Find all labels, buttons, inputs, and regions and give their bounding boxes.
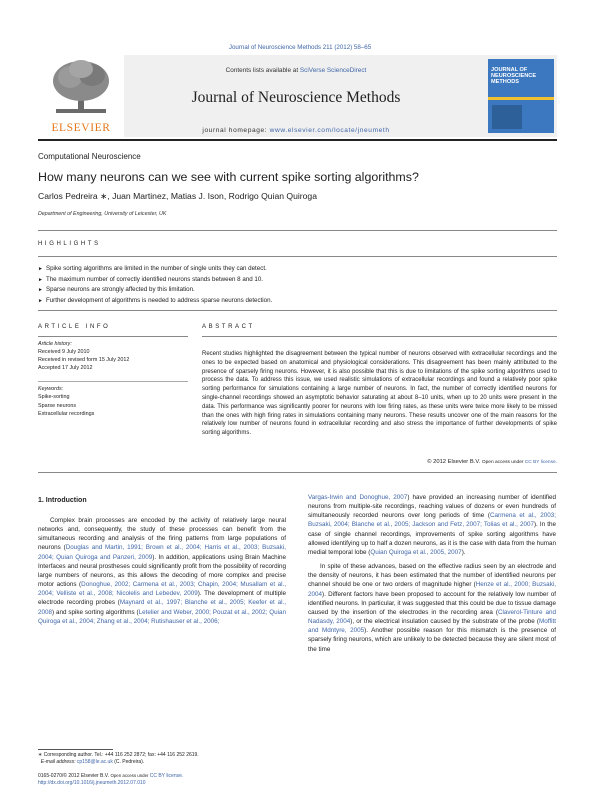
bottom-license-link[interactable]: CC BY license.	[149, 773, 184, 779]
keyword: Sparse neurons	[38, 402, 77, 409]
abstract-text: Recent studies highlighted the disagreement between the typical number of neurons observed with extracellular recordings and the ones to be expected based on anatomical and physiological considerations. This disagreement has been mainly attributed to the presence of sparsely firing neurons. However, it is also possible that this is due to limitations of the spike sorting algorithms used to process the data. To address this issue, we used realistic simulations of extracellular recordings and found a relatively poor spike sorting performance for simulations containing a large number of neurons. In fact, the number of correctly identified neurons for single-channel recordings showed an asymptotic behavior saturating at about 8–10 units, when up to 20 units were present in the data. This performance was significantly poorer for neurons with low firing rates, as these units were twice more likely to be missed than the ones with high firing rates in simulations containing many neurons. These results uncover one of the main reasons for the relatively low number of neurons found in extracellular recording and also stress the importance of further developments of spike sorting algorithms.	[202, 351, 557, 437]
issn-line: 0165-0270/© 2012 Elsevier B.V. Open access under CC BY license.	[38, 773, 184, 779]
reference-link[interactable]: Donoghue, 2002; Carmena et al., 2003; Chapin, 2004; Musallam et al., 2004; Velliste et al., 2008; Nicolelis and Lebedev, 2009	[38, 581, 286, 598]
section-label: Computational Neuroscience	[38, 152, 141, 161]
paragraph: Vargas-Irwin and Donoghue, 2007) have provided an increasing number of identified neurons from multiple-site recordings, reaching values of dozens or even hundreds of simultaneously recorded neurons over long periods of time (Carmena et al., 2003; Buzsaki, 2004; Blanche et al., 2005; Jackson and Fetz, 2007; Tolias et al., 2007). In the case of single channel recordings, improvements of spike sorting algorithms have allowed identifying up to half a dozen neurons, as it is the case with data from the human medial temporal lobe (Quian Quiroga et al., 2005, 2007).	[308, 494, 556, 556]
keyword: Extracellular recordings	[38, 410, 95, 417]
cc-by-license-link[interactable]: CC BY license.	[524, 460, 557, 465]
article-title: How many neurons can we see with current spike sorting algorithms?	[38, 170, 419, 184]
article-info-heading: ARTICLE INFO	[38, 324, 111, 330]
bullet-triangle-icon: ►	[38, 266, 43, 272]
journal-name[interactable]: Journal of Neuroscience Methods	[191, 89, 401, 106]
highlight-item: ► Sparse neurons are strongly affected by this limitation.	[38, 286, 195, 294]
reference-link[interactable]: Carmena et al., 2003; Buzsaki, 2004; Blanche et al., 2005; Jackson and Fetz, 2007; Tolias et al., 2007	[308, 512, 556, 529]
accepted-date: Accepted 17 July 2012	[38, 365, 93, 372]
bullet-triangle-icon: ►	[38, 276, 43, 283]
contents-line: Contents lists available at SciVerse ScienceDirect	[225, 67, 367, 74]
body-column-right	[308, 493, 556, 659]
history-label: Article history:	[38, 341, 72, 347]
author-email-link[interactable]: cp158@le.ac.uk	[76, 759, 113, 766]
highlights-under-rule	[38, 256, 557, 257]
paragraph: Complex brain processes are encoded by the activity of relatively large neural networks and, consequently, the study of these processes can benefit from the simultaneous recording and analysis of the firing patterns from large populations of neurons (Douglas and Martin, 1991; Brown et al., 2004; Harris et al., 2003; Buzsaki, 2004; Quian Quiroga and Panzeri, 2009). In addition, applications using Brain Machine Interfaces and neural prostheses could significantly profit from the possibility of recording large numbers of neurons, as this allows the decoding of more complex and precise motor actions (Donoghue, 2002; Carmena et al., 2003; Chapin, 2004; Musallam et al., 2004; Velliste et al., 2008; Nicolelis and Lebedev, 2009). The development of multiple electrode recording probes (Maynard et al., 1997; Blanche et al., 2005; Keefer et al., 2008) and spike sorting algorithms (Letelier and Weber, 2000; Pouzat et al., 2002; Quian Quiroga et al., 2004; Zhang et al., 2004; Rutishauser et al., 2006;	[38, 517, 287, 625]
reference-link[interactable]: Moffitt and Mdntyre, 2005	[308, 618, 556, 635]
cover-block	[492, 105, 522, 129]
journal-cover-thumbnail[interactable]	[488, 59, 554, 133]
highlight-item: ► The maximum number of correctly identified neurons stands between 8 and 10.	[38, 275, 263, 283]
highlight-item: ► Further development of algorithms is needed to address sparse neurons detection.	[38, 296, 273, 304]
received-date: Received 9 July 2010	[38, 349, 90, 356]
doi-link[interactable]: http://dx.doi.org/10.1016/j.jneumeth.2012.07.010	[38, 780, 146, 787]
journal-homepage-line: journal homepage: www.elsevier.com/locate/jneumeth	[202, 127, 390, 134]
abstract-rule	[202, 336, 557, 337]
cover-band	[488, 97, 554, 100]
corresponding-author-note: ∗ Corresponding author. Tel.: +44 116 252 2872; fax: +44 116 252 2619.	[38, 752, 199, 758]
email-note: E-mail address: cp158@le.ac.uk (C. Pedreira).	[40, 759, 145, 766]
journal-masthead	[38, 55, 557, 137]
introduction-heading: 1. Introduction	[38, 497, 87, 504]
highlights-top-rule	[38, 230, 557, 231]
abstract-heading: ABSTRACT	[202, 324, 255, 330]
highlight-item: ► Spike sorting algorithms are limited in the number of single units they can detect.	[38, 265, 267, 272]
reference-link[interactable]: Maynard et al., 1997; Blanche et al., 2005; Keefer et al., 2008	[38, 599, 286, 616]
highlights-heading: HIGHLIGHTS	[38, 241, 101, 247]
highlights-bottom-rule	[38, 310, 557, 311]
article-info-rule	[38, 336, 188, 337]
reference-link[interactable]: Claverol-Tinture and Nadasdy, 2004	[308, 608, 556, 626]
keywords-label: Keywords:	[38, 386, 64, 393]
journal-citation[interactable]: Journal of Neuroscience Methods 211 (2012) 58–65	[228, 44, 372, 51]
revised-date: Received in revised form 15 July 2012	[38, 357, 130, 364]
paragraph: In spite of these advances, based on the effective radius seen by an electrode and the density of neurons, it has been estimated that the number of identified neurons per channel should be one or two orders of magnitude higher (Henze et al., 2000; Buzsaki, 2004). Different factors have been proposed to account for the relatively low number of identified neurons. In particular, it was suggested that this could be due to tissue damage caused by the insertion of the electrodes in the recording area (Claverol-Tinture and Nadasdy, 2004), or the electrical insulation caused by the substrate of the probe (Moffitt and Mdntyre, 2005). Another possible reason for this mismatch is the presence of sparsely firing neurons, which are unlikely to be detected because they are silent most of the time	[308, 563, 557, 653]
footnotes	[38, 752, 286, 767]
author-list: Carlos Pedreira ∗, Juan Martinez, Matias J. Ison, Rodrigo Quian Quiroga	[38, 191, 317, 201]
bottom-metadata	[38, 772, 298, 788]
reference-link[interactable]: Quian Quiroga et al., 2005, 2007	[370, 548, 462, 556]
header-divider	[38, 139, 557, 141]
elsevier-wordmark: ELSEVIER	[51, 122, 111, 134]
reference-link[interactable]: Vargas-Irwin and Donoghue, 2007	[308, 494, 408, 501]
sciencedirect-link[interactable]: SciVerse ScienceDirect	[299, 67, 367, 74]
keyword: Spike-sorting	[38, 394, 70, 401]
article-info	[38, 340, 188, 418]
copyright-line: © 2012 Elsevier B.V. Open access under CC BY license.	[427, 459, 557, 465]
reference-link[interactable]: Letelier and Weber, 2000; Pouzat et al., 2002; Quian Quiroga et al., 2004; Zhang et al., 2004; Rutishauser et al., 2006;	[38, 608, 287, 625]
bullet-triangle-icon: ►	[38, 287, 43, 294]
elsevier-tree-icon	[48, 57, 114, 115]
bullet-triangle-icon: ►	[38, 297, 43, 304]
reference-link[interactable]: Henze et al., 2000; Buzsaki, 2004	[308, 581, 556, 598]
body-column-left	[38, 516, 286, 631]
cover-title: JOURNAL OF NEUROSCIENCE METHODS	[491, 67, 537, 86]
footnote-rule	[38, 749, 113, 750]
abstract-bottom-rule	[38, 472, 557, 473]
elsevier-logo[interactable]	[38, 55, 124, 137]
affiliation: Department of Engineering, University of Leicester, UK	[38, 211, 167, 217]
journal-homepage-link[interactable]: www.elsevier.com/locate/jneumeth	[269, 127, 390, 134]
highlights-list	[38, 264, 557, 306]
reference-link[interactable]: Douglas and Martin, 1991; Brown et al., 2004; Harris et al., 2003; Buzsaki, 2004; Quian Quiroga and Panzeri, 2009	[38, 544, 286, 561]
